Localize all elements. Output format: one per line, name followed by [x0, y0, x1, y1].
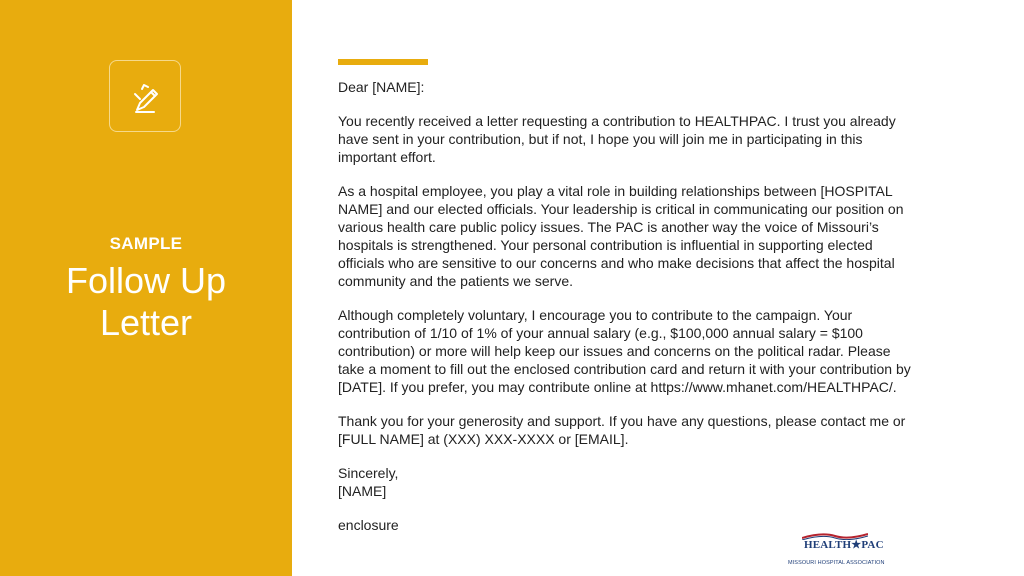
pen-signature-icon [126, 77, 166, 117]
letter-body [338, 78, 918, 550]
title-line-1: Follow Up [65, 260, 227, 301]
page-title [0, 260, 292, 344]
icon-frame [109, 60, 181, 132]
signature-name: [NAME] [338, 483, 387, 499]
paragraph-3: Although completely voluntary, I encourage you to contribute to the campaign. Your contribution of 1/10 of 1% of your annual salary (e.g., $100,000 annual salary = $100 contribution) or more will help keep our issues and concerns on the political radar. Please take a moment to fill out the enclosed contribution card and return it with your contribution by [DATE]. If you prefer, you may contribute online at https://www.mhanet.com/HEALTHPAC/. [338, 307, 911, 395]
enclosure-note: enclosure [338, 517, 399, 533]
paragraph-2: As a hospital employee, you play a vital role in building relationships between [HOSPITAL NAME] and our elected officials. Your leadership is critical in communicating our position on various health care public policy issues. The PAC is another way the voice of Missouri’s hospitals is strengthened. Your personal contribution is influential in supporting elected officials who are sensitive to our concerns and who make decisions that affect the hospital community and the patients we serve. [338, 183, 904, 289]
accent-bar [338, 59, 428, 65]
eyebrow-label: SAMPLE [109, 234, 183, 253]
logo-org: MISSOURI HOSPITAL ASSOCIATION [788, 560, 885, 566]
logo-name: HEALTH★PAC [804, 539, 884, 551]
sidebar-panel [0, 0, 292, 576]
closing-block [338, 464, 918, 500]
title-line-2: Letter [99, 302, 193, 343]
salutation: Dear [NAME]: [338, 79, 425, 95]
paragraph-4: Thank you for your generosity and support. If you have any questions, please contact me or [FULL NAME] at (XXX) XXX-XXXX or [EMAIL]. [338, 413, 906, 447]
closing: Sincerely, [338, 465, 399, 481]
paragraph-1: You recently received a letter requesting a contribution to HEALTHPAC. I trust you already have sent in your contribution, but if not, I hope you will join me in participating in this important effort. [338, 113, 896, 165]
healthpac-logo [788, 532, 884, 570]
